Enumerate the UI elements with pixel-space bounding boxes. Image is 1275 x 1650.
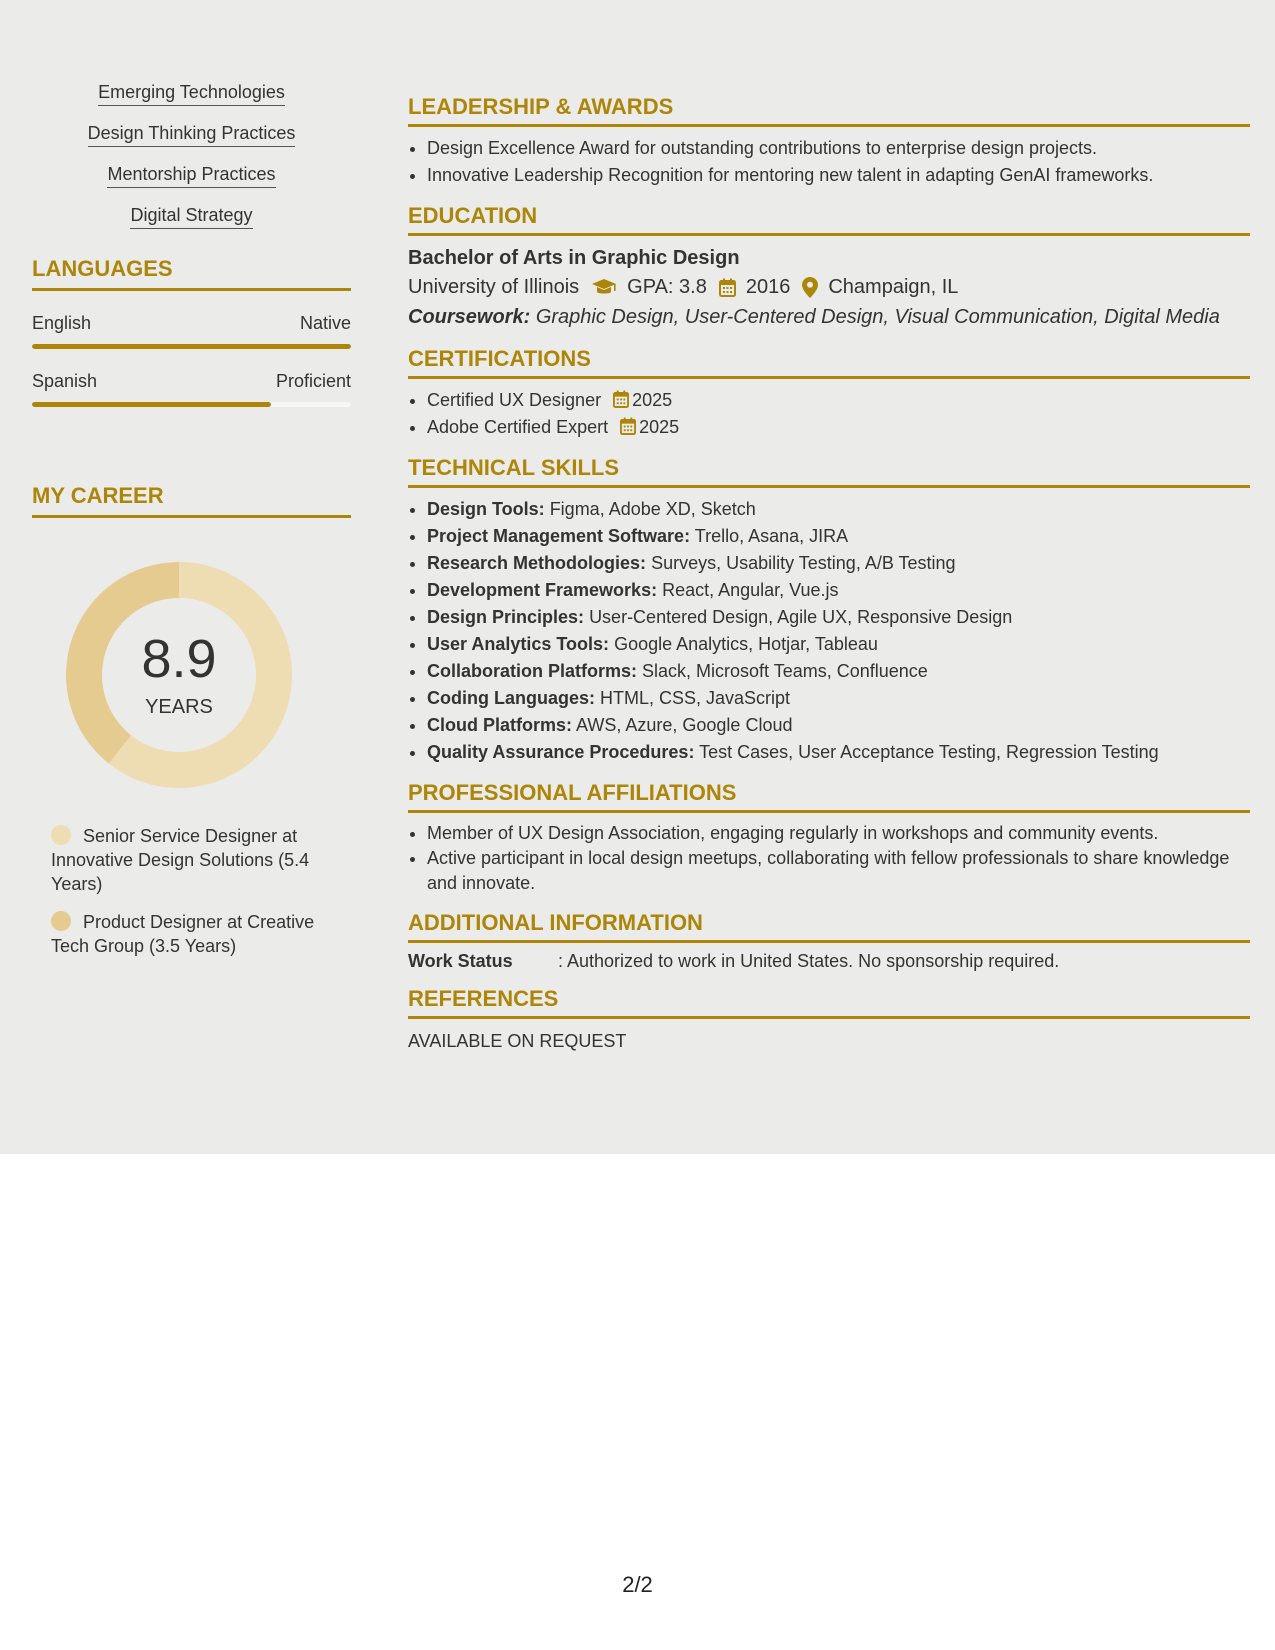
- language-bar-fill: [32, 402, 271, 407]
- additional-heading: ADDITIONAL INFORMATION: [408, 910, 1250, 943]
- skill-value: Surveys, Usability Testing, A/B Testing: [651, 553, 956, 573]
- interest-item: Mentorship Practices: [32, 164, 351, 185]
- cert-year: 2025: [632, 390, 673, 410]
- skill-label: Cloud Platforms:: [427, 715, 573, 735]
- skill-value: Trello, Asana, JIRA: [694, 526, 849, 546]
- certifications-section: [408, 346, 1250, 441]
- leadership-heading: LEADERSHIP & AWARDS: [408, 94, 1250, 127]
- graduation-year: 2016: [745, 276, 791, 298]
- gpa: GPA: 3.8: [627, 276, 707, 298]
- legend-swatch: [51, 911, 71, 931]
- language-bar-fill: [32, 344, 351, 349]
- affiliations-section: [408, 780, 1250, 896]
- career-legend: [51, 824, 341, 958]
- legend-item: [51, 910, 341, 958]
- skill-value: User-Centered Design, Agile UX, Responsive Design: [589, 607, 1013, 627]
- list-item: [427, 685, 1250, 712]
- list-item: • Innovative Leadership Recognition for mentoring new talent in adapting GenAI frameworks.: [427, 162, 1250, 189]
- list-item: • Design Excellence Award for outstanding contributions to enterprise design projects.: [427, 135, 1250, 162]
- affiliations-list: [408, 821, 1250, 896]
- language-name: English: [32, 313, 92, 333]
- leadership-list: [408, 135, 1250, 189]
- skills-section: [408, 455, 1250, 766]
- legend-item: [51, 824, 341, 896]
- interests-list: [32, 82, 351, 226]
- list-item: [427, 523, 1250, 550]
- list-item: [427, 577, 1250, 604]
- education-section: [408, 203, 1250, 332]
- skill-label: Quality Assurance Procedures:: [427, 742, 695, 762]
- left-column: [32, 82, 351, 972]
- skill-value: Google Analytics, Hotjar, Tableau: [614, 634, 878, 654]
- work-status-value: : Authorized to work in United States. No sponsorship required.: [558, 951, 1060, 971]
- cert-name: Adobe Certified Expert: [427, 417, 609, 437]
- list-item: [427, 387, 1250, 414]
- skill-label: User Analytics Tools:: [427, 634, 610, 654]
- school-location: Champaign, IL: [828, 276, 959, 298]
- calendar-icon: [620, 417, 636, 435]
- leadership-section: [408, 94, 1250, 189]
- references-text: AVAILABLE ON REQUEST: [408, 1031, 627, 1051]
- legend-swatch: [51, 825, 71, 845]
- skill-label: Design Principles:: [427, 607, 585, 627]
- education-heading: EDUCATION: [408, 203, 1250, 236]
- references-heading: REFERENCES: [408, 986, 1250, 1019]
- career-section: [32, 483, 351, 958]
- list-item: [427, 550, 1250, 577]
- list-item: [427, 658, 1250, 685]
- calendar-icon: [719, 278, 736, 297]
- skills-list: [408, 496, 1250, 766]
- language-level: Native: [299, 313, 351, 333]
- skill-label: Coding Languages:: [427, 688, 595, 708]
- work-status-row: [408, 951, 1250, 972]
- skill-value: React, Angular, Vue.js: [662, 580, 839, 600]
- right-column: [408, 94, 1250, 1066]
- coursework-label: Coursework:: [408, 306, 531, 328]
- list-item: [427, 631, 1250, 658]
- skill-value: AWS, Azure, Google Cloud: [576, 715, 793, 735]
- career-total-unit: YEARS: [145, 696, 213, 718]
- interest-item: Emerging Technologies: [32, 82, 351, 103]
- degree-title: Bachelor of Arts in Graphic Design: [408, 247, 740, 269]
- list-item: [427, 604, 1250, 631]
- school-name: University of Illinois: [408, 276, 580, 298]
- skill-value: Test Cases, User Acceptance Testing, Regression Testing: [699, 742, 1159, 762]
- legend-label: Senior Service Designer at Innovative Design Solutions (5.4 Years): [51, 826, 310, 894]
- cert-name: Certified UX Designer: [427, 390, 602, 410]
- coursework: [408, 302, 1250, 332]
- affiliations-heading: PROFESSIONAL AFFILIATIONS: [408, 780, 1250, 813]
- language-bar: [32, 344, 351, 349]
- languages-section: [32, 256, 351, 407]
- language-item: [32, 313, 351, 349]
- list-item: • Member of UX Design Association, engaging regularly in workshops and community events.: [427, 821, 1250, 846]
- list-item: [427, 712, 1250, 739]
- list-item: [427, 739, 1250, 766]
- list-item: [427, 496, 1250, 523]
- interest-item: Design Thinking Practices: [32, 123, 351, 144]
- legend-label: Product Designer at Creative Tech Group (3.5 Years): [51, 912, 315, 956]
- languages-heading: LANGUAGES: [32, 256, 351, 291]
- language-item: [32, 371, 351, 407]
- cert-year: 2025: [639, 417, 680, 437]
- location-pin-icon: [802, 277, 818, 298]
- graduation-cap-icon: [591, 278, 617, 296]
- skill-label: Collaboration Platforms:: [427, 661, 638, 681]
- skill-label: Development Frameworks:: [427, 580, 658, 600]
- career-total-value: 8.9: [141, 629, 217, 689]
- education-meta: [408, 272, 1250, 302]
- skill-value: Slack, Microsoft Teams, Confluence: [642, 661, 928, 681]
- certifications-heading: CERTIFICATIONS: [408, 346, 1250, 379]
- language-name: Spanish: [32, 371, 98, 391]
- coursework-list: Graphic Design, User-Centered Design, Visual Communication, Digital Media: [535, 306, 1220, 328]
- language-bar: [32, 402, 351, 407]
- certifications-list: [408, 387, 1250, 441]
- page-number: 2/2: [622, 1572, 653, 1597]
- additional-section: [408, 910, 1250, 972]
- work-status-label: Work Status: [408, 951, 513, 971]
- language-level: Proficient: [275, 371, 351, 391]
- skill-label: Research Methodologies:: [427, 553, 647, 573]
- list-item: • Active participant in local design meetups, collaborating with fellow professionals to share knowledge and innovate.: [427, 846, 1250, 896]
- skill-label: Project Management Software:: [427, 526, 691, 546]
- career-donut-chart: [66, 562, 292, 788]
- calendar-icon: [613, 390, 629, 408]
- career-heading: MY CAREER: [32, 483, 351, 518]
- references-section: [408, 986, 1250, 1052]
- skill-label: Design Tools:: [427, 499, 545, 519]
- skill-value: Figma, Adobe XD, Sketch: [549, 499, 756, 519]
- list-item: [427, 414, 1250, 441]
- skills-heading: TECHNICAL SKILLS: [408, 455, 1250, 488]
- skill-value: HTML, CSS, JavaScript: [600, 688, 791, 708]
- interest-item: Digital Strategy: [32, 205, 351, 226]
